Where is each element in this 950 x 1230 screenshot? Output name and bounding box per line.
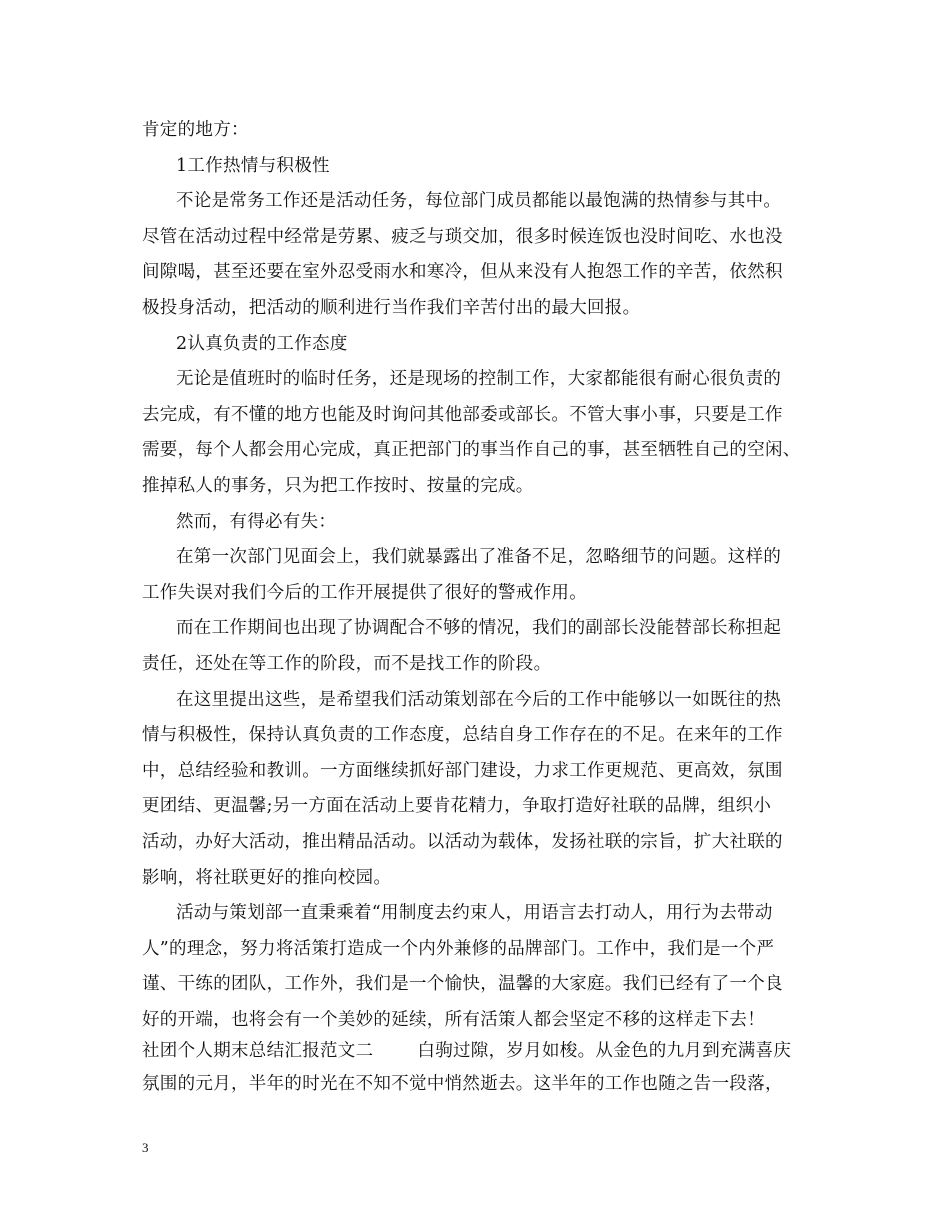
paragraph-line: 然而，有得必有失： [176, 512, 337, 532]
paragraph-line: 工作失误对我们今后的工作开展提供了很好的警戒作用。 [142, 583, 587, 603]
paragraph-line: 而在工作期间也出现了协调配合不够的情况，我们的副部长没能替部长称担起 [176, 618, 782, 638]
paragraph-line: 责任，还处在等工作的阶段，而不是找工作的阶段。 [142, 654, 552, 674]
paragraph-line: 活动，办好大活动，推出精品活动。以活动为载体，发扬社联的宗旨，扩大社联的 [142, 832, 783, 852]
paragraph-line: 白驹过隙，岁月如梭。从金色的九月到充满喜庆 [417, 1041, 792, 1061]
article-title: 社团个人期末总结汇报范文二 [142, 1041, 374, 1061]
paragraph-line: 中，总结经验和教训。一方面继续抓好部门建设，力求工作更规范、更高效，氛围 [142, 761, 783, 781]
paragraph-line: 更团结、更温馨;另一方面在活动上要肯花精力，争取打造好社联的品牌，组织小 [142, 796, 772, 816]
text-line: 肯定的地方： [142, 120, 249, 140]
paragraph-line: 间隙喝，甚至还要在室外忍受雨水和寒冷，但从来没有人抱怨工作的辛苦，依然积 [142, 262, 783, 282]
paragraph-line: 影响，将社联更好的推向校园。 [142, 868, 392, 888]
article-heading-line [142, 1040, 791, 1062]
section-heading: 1工作热情与积极性 [176, 156, 330, 176]
paragraph-line: 需要，每个人都会用心完成，真正把部门的事当作自己的事，甚至牺牲自己的空闲、 [142, 440, 801, 460]
paragraph-line: 在这里提出这些，是希望我们活动策划部在今后的工作中能够以一如既往的热 [176, 690, 782, 710]
paragraph-line: 人”的理念，努力将活策打造成一个内外兼修的品牌部门。工作中，我们是一个严 [142, 939, 775, 959]
paragraph-line: 不论是常务工作还是活动任务，每位部门成员都能以最饱满的热情参与其中。 [176, 191, 782, 211]
paragraph-line: 氛围的元月，半年的时光在不知不觉中悄然逝去。这半年的工作也随之告一段落， [142, 1074, 783, 1094]
paragraph-line: 无论是值班时的临时任务，还是现场的控制工作，大家都能很有耐心很负责的 [176, 369, 782, 389]
page-number: 3 [142, 1140, 149, 1155]
paragraph-line: 去完成，有不懂的地方也能及时询问其他部委或部长。不管大事小事，只要是工作 [142, 405, 783, 425]
paragraph-line: 尽管在活动过程中经常是劳累、疲乏与琐交加，很多时候连饭也没时间吃、水也没 [142, 227, 783, 247]
paragraph-line: 推掉私人的事务，只为把工作按时、按量的完成。 [142, 476, 534, 496]
paragraph-line: 极投身活动，把活动的顺利进行当作我们辛苦付出的最大回报。 [142, 298, 641, 318]
paragraph-line: 活动与策划部一直秉乘着“用制度去约束人，用语言去打动人，用行为去带动 [176, 903, 773, 923]
paragraph-line: 情与积极性，保持认真负责的工作态度，总结自身工作存在的不足。在来年的工作 [142, 725, 783, 745]
section-heading: 2认真负责的工作态度 [176, 334, 348, 354]
paragraph-line: 谨、干练的团队，工作外，我们是一个愉快，温馨的大家庭。我们已经有了一个良 [142, 974, 783, 994]
paragraph-line: 好的开端，也将会有一个美妙的延续，所有活策人都会坚定不移的这样走下去！ [142, 1010, 765, 1030]
paragraph-line: 在第一次部门见面会上，我们就暴露出了准备不足，忽略细节的问题。这样的 [176, 547, 782, 567]
